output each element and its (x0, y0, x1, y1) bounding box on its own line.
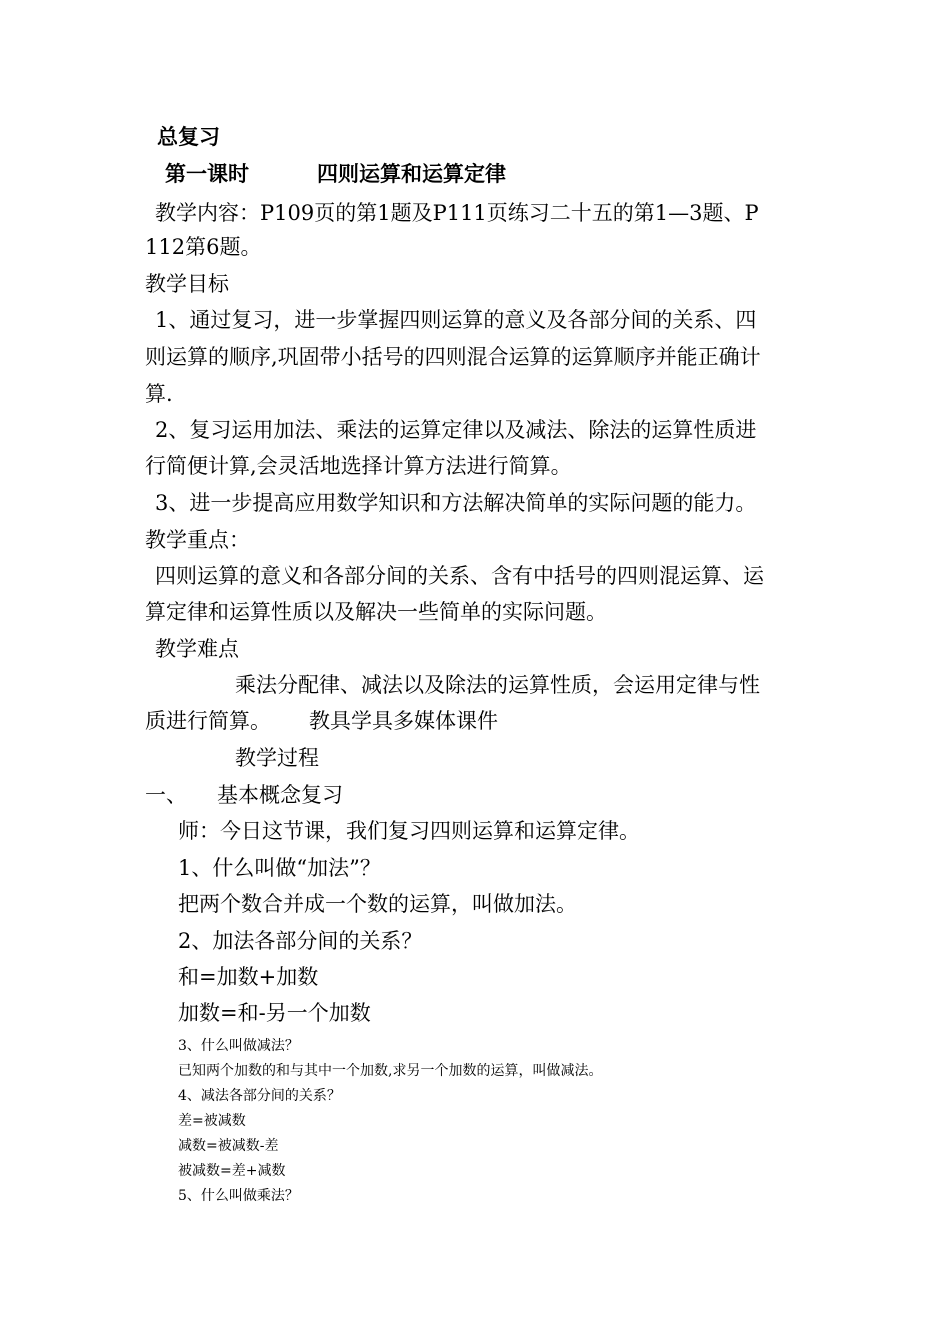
objective-2-line-2: 行简便计算,会灵活地选择计算方法进行简算。 (145, 454, 572, 478)
answer-4-line-2: 减数=被减数-差 (178, 1138, 279, 1154)
teaching-aids: 教具学具多媒体课件 (309, 709, 498, 733)
section-1-number: 一、 (145, 783, 187, 807)
key-points-line-1: 四则运算的意义和各部分间的关系、含有中括号的四则混运算、运 (155, 564, 764, 588)
objective-2-line-1: 2、复习运用加法、乘法的运算定律以及减法、除法的运算性质进 (155, 418, 757, 442)
answer-4-line-1: 差=被减数 (178, 1113, 246, 1129)
content-line-1: 教学内容：P109页的第1题及P111页练习二十五的第1—3题、P (155, 201, 759, 225)
section-1-heading (145, 781, 343, 809)
difficulty-line-2a: 质进行简算。 (145, 709, 271, 733)
difficulty-line-2 (145, 707, 498, 735)
answer-4-line-3: 被减数=差+减数 (178, 1163, 286, 1179)
question-1: 1、什么叫做“加法”？ (178, 856, 381, 880)
objective-1-line-1: 1、通过复习，进一步掌握四则运算的意义及各部分间的关系、四 (155, 308, 757, 332)
page-title: 总复习 (157, 125, 220, 149)
objectives-heading: 教学目标 (145, 272, 229, 296)
objective-1-line-2: 则运算的顺序,巩固带小括号的四则混合运算的运算顺序并能正确计 (145, 345, 761, 369)
difficulty-heading: 教学难点 (155, 637, 239, 661)
question-2: 2、加法各部分间的关系？ (178, 929, 423, 953)
lesson-heading (165, 160, 506, 188)
question-3: 3、什么叫做减法？ (178, 1038, 299, 1054)
process-heading: 教学过程 (235, 746, 319, 770)
question-5: 5、什么叫做乘法？ (178, 1188, 299, 1204)
answer-2-line-1: 和=加数+加数 (178, 965, 319, 989)
key-points-line-2: 算定律和运算性质以及解决一些简单的实际问题。 (145, 600, 607, 624)
key-points-heading: 教学重点： (145, 528, 250, 552)
objective-1-line-3: 算. (145, 382, 173, 406)
teacher-line: 师：今日这节课，我们复习四则运算和运算定律。 (178, 819, 640, 843)
answer-2-line-2: 加数=和-另一个加数 (178, 1001, 371, 1025)
lesson-topic: 四则运算和运算定律 (317, 162, 506, 186)
lesson-period: 第一课时 (165, 162, 249, 186)
answer-3: 已知两个加数的和与其中一个加数,求另一个加数的运算，叫做减法。 (178, 1063, 603, 1079)
question-4: 4、减法各部分间的关系？ (178, 1088, 341, 1104)
section-1-title: 基本概念复习 (217, 783, 343, 807)
objective-3-line-1: 3、进一步提高应用数学知识和方法解决简单的实际问题的能力。 (155, 491, 757, 515)
content-line-2: 112第6题。 (145, 235, 262, 259)
difficulty-line-1: 乘法分配律、减法以及除法的运算性质，会运用定律与性 (235, 673, 760, 697)
answer-1: 把两个数合并成一个数的运算，叫做加法。 (178, 892, 577, 916)
